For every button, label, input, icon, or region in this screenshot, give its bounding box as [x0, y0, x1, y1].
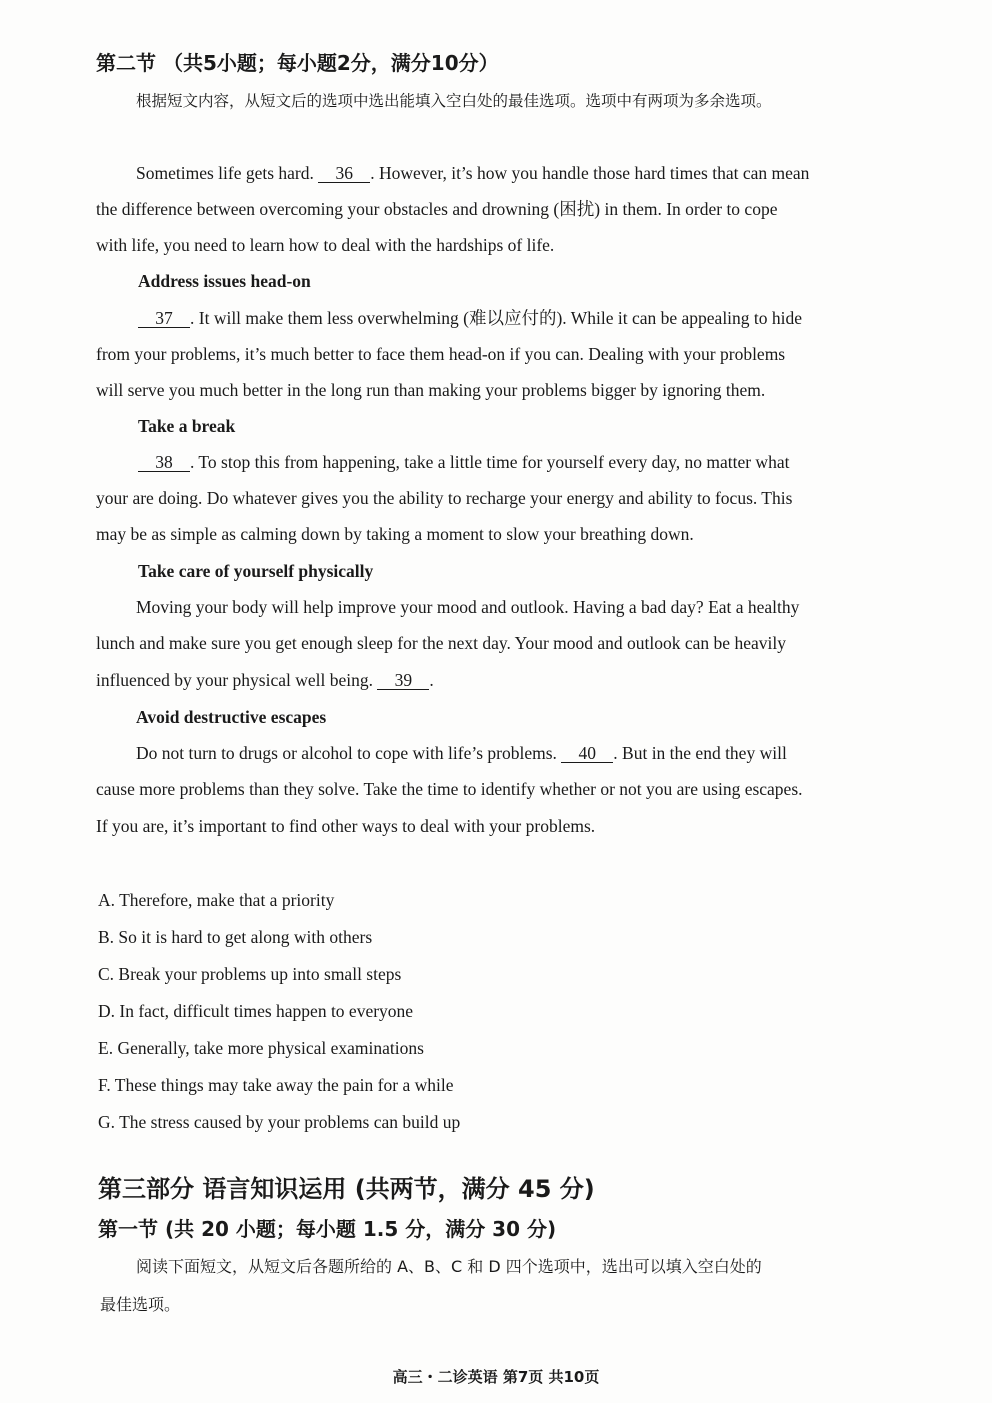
passage-text: Sometimes life gets hard.: [136, 163, 314, 183]
section-heading: 第二节 （共5小题；每小题2分，满分10分）: [96, 51, 499, 75]
blank-37: 37: [138, 309, 190, 328]
passage-line: [136, 742, 787, 764]
passage-line: the difference between overcoming your obstacles and drowning (困扰) in them. In order to cope: [96, 199, 778, 219]
subheading-physical: Take care of yourself physically: [138, 561, 374, 581]
part-instruction: 阅读下面短文，从短文后各题所给的 A、B、C 和 D 四个选项中，选出可以填入空白处的: [136, 1257, 762, 1276]
passage-line: with life, you need to learn how to deal with the hardships of life.: [96, 235, 555, 255]
passage-text: . However, it’s how you handle those hard times that can mean: [370, 163, 810, 183]
option-c: C. Break your problems up into small steps: [98, 964, 402, 984]
passage-line: your are doing. Do whatever gives you the ability to recharge your energy and ability to focus. This: [96, 488, 793, 508]
blank-39: 39: [377, 671, 429, 690]
blank-40: 40: [561, 744, 613, 763]
option-b: B. So it is hard to get along with others: [98, 927, 373, 947]
option-e: E. Generally, take more physical examinations: [98, 1038, 424, 1058]
passage-text: .: [429, 670, 434, 690]
section-instruction: 根据短文内容，从短文后的选项中选出能填入空白处的最佳选项。选项中有两项为多余选项。: [136, 92, 772, 110]
part-section-heading: 第一节 (共 20 小题；每小题 1.5 分，满分 30 分): [98, 1217, 557, 1241]
passage-text: . But in the end they will: [613, 743, 787, 763]
passage-line: lunch and make sure you get enough sleep for the next day. Your mood and outlook can be heavily: [96, 633, 786, 653]
page-footer: 高三・二诊英语 第7页 共10页: [392, 1368, 600, 1386]
passage-line: Moving your body will help improve your mood and outlook. Having a bad day? Eat a healthy: [136, 597, 800, 617]
passage-line: [138, 451, 789, 473]
passage-text: . To stop this from happening, take a little time for yourself every day, no matter what: [190, 452, 790, 472]
passage-line: from your problems, it’s much better to face them head-on if you can. Dealing with your problems: [96, 344, 786, 364]
blank-38: 38: [138, 453, 190, 472]
passage-line: cause more problems than they solve. Take the time to identify whether or not you are using escapes.: [96, 779, 803, 799]
passage-line: [136, 162, 809, 184]
subheading-escapes: Avoid destructive escapes: [136, 707, 327, 727]
passage-line: will serve you much better in the long run than making your problems bigger by ignoring them.: [96, 380, 766, 400]
passage-line: [138, 307, 802, 329]
blank-36: 36: [318, 164, 370, 183]
option-g: G. The stress caused by your problems can build up: [98, 1112, 461, 1132]
option-d: D. In fact, difficult times happen to everyone: [98, 1001, 414, 1021]
subheading-address-issues: Address issues head-on: [138, 271, 311, 291]
subheading-take-a-break: Take a break: [138, 416, 236, 436]
part-instruction-cont: 最佳选项。: [100, 1295, 181, 1314]
part-heading: 第三部分 语言知识运用 (共两节，满分 45 分): [98, 1175, 595, 1203]
passage-line: [96, 669, 434, 691]
option-f: F. These things may take away the pain for a while: [98, 1075, 454, 1095]
passage-line: may be as simple as calming down by taking a moment to slow your breathing down.: [96, 524, 694, 544]
passage-text: . It will make them less overwhelming (难以应付的). While it can be appealing to hide: [190, 308, 803, 328]
passage-text: Do not turn to drugs or alcohol to cope with life’s problems.: [136, 743, 557, 763]
passage-line: If you are, it’s important to find other ways to deal with your problems.: [96, 816, 596, 836]
option-a: A. Therefore, make that a priority: [98, 890, 335, 910]
passage-text: influenced by your physical well being.: [96, 670, 374, 690]
